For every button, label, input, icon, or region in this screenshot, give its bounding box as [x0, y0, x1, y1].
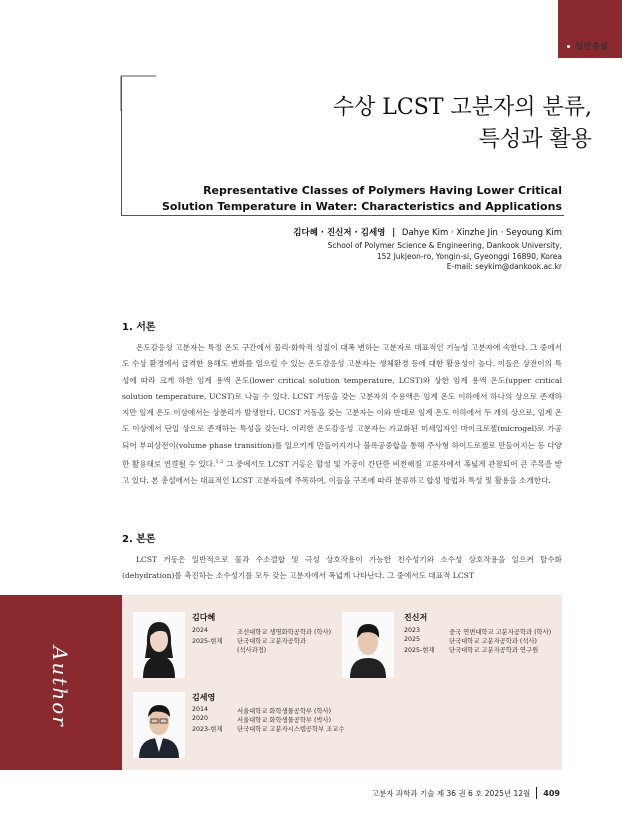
- title-english: [162, 183, 562, 215]
- bio-desc: 단국대학교 고분자공학과: [237, 638, 306, 645]
- bio-year: 2024: [192, 627, 209, 634]
- intro-text-tail: 그 중에서도 LCST 거동은 합성 및 가공이 간단한 비전해질 고분자에서 폭넓게 관찰되어 큰 주목을 받고 있다. 본 총설에서는 대표적인 LCST 고분자들에 주목하여, 이들을 구조에 따라 분류하고 합성 방법과 특성 및 활용을 소개한다.: [122, 459, 562, 485]
- bio-name: 김세영: [192, 693, 216, 702]
- footer-divider: [536, 787, 537, 799]
- author-panel-label: Author: [48, 646, 72, 728]
- bio-year: 2025-현재: [192, 638, 223, 645]
- bio-desc: 서울대학교 화학생물공학부 (박사): [237, 717, 332, 724]
- bio-row: [192, 724, 344, 733]
- author-photo-kim-seyoung: [133, 692, 185, 758]
- intro-paragraph: [122, 340, 562, 489]
- title-korean-line1: 수상 LCST 고분자의 분류,: [332, 95, 592, 120]
- bio-year: 2025-현재: [404, 647, 435, 654]
- bio-desc: 중국 연변대학교 고분자공학과 (학사): [449, 629, 552, 636]
- affiliation-line2: 152 Jukjeon-ro, Yongin-si, Gyeonggi 16890, Korea: [376, 251, 562, 261]
- main-heading: 2. 본론: [122, 534, 156, 545]
- bio-desc: 서울대학교 화학생물공학부 (학사): [237, 708, 332, 715]
- author-photo-kim-dahye: [133, 612, 185, 678]
- bio-desc: 단국대학교 고분자공학과 연구원: [449, 647, 539, 654]
- main-paragraph: LCST 거동은 일반적으로 물과 수소결합 및 극성 상호작용이 가능한 친수성기와 소수성 상호작용을 일으켜 탈수화(dehydration)를 촉진하는 소수성기를 모두 갖는 고분자에서 폭넓게 나타난다. 그 중에서도 대표적 LCST: [122, 555, 562, 581]
- section-label-text: 일반총설: [575, 42, 608, 52]
- bio-row: [404, 627, 551, 636]
- bio-name: 진신저: [404, 613, 428, 622]
- title-english-line2: Solution Temperature in Water: Characteristics and Applications: [162, 200, 562, 213]
- bio-row: [404, 645, 538, 654]
- bio-year: [192, 645, 237, 654]
- bio-row: [192, 636, 306, 645]
- intro-reference: 1,2: [215, 459, 224, 466]
- title-korean-line2: 특성과 활용: [478, 127, 592, 152]
- bio-row: [404, 636, 537, 645]
- bio-row: [192, 715, 331, 724]
- bio-desc: (석사과정): [237, 647, 267, 654]
- bio-row: [192, 645, 266, 654]
- title-korean: [333, 92, 592, 156]
- affiliation-email: E-mail: seykim@dankook.ac.kr: [446, 262, 562, 271]
- bullet-icon: [565, 43, 572, 50]
- author-line: [293, 226, 562, 238]
- intro-heading: 1. 서론: [122, 322, 156, 333]
- bio-row: [192, 706, 331, 715]
- title-frame-corner: [118, 73, 158, 113]
- section-label: [565, 40, 608, 52]
- bio-year: 2023-현재: [192, 726, 223, 733]
- authors-separator: |: [392, 228, 396, 238]
- bio-year: 2014: [192, 706, 209, 713]
- author-photo-jin-xinzhe: [342, 612, 394, 678]
- bio-year: 2025: [404, 636, 421, 643]
- bio-desc: 단국대학교 고분자시스템공학부 조교수: [237, 726, 345, 733]
- bio-desc: 단국대학교 고분자공학과 (석사): [449, 638, 537, 645]
- bio-desc: 조선대학교 생명화학공학과 (학사): [237, 629, 332, 636]
- bio-row: [192, 627, 331, 636]
- page-number: 409: [543, 788, 560, 798]
- bio-year: 2020: [192, 715, 209, 722]
- title-english-line1: Representative Classes of Polymers Having Lower Critical: [203, 184, 562, 197]
- page-footer: [372, 787, 560, 799]
- affiliation: [328, 241, 562, 273]
- intro-text: 온도감응성 고분자는 특정 온도 구간에서 물리·화학적 성질이 대폭 변하는 고분자로 대표적인 기능성 고분자에 속한다. 그 중에서도 수상 환경에서 급격한 용해도 변화를 일으킬 수 있는 온도감응성 고분자는 생체환경 등에 대한 활용성이 높다. 이들은 상전이의 특성에 따라 크게 하한 임계 용액 온도(lower critical solution temperature, LCST)와 상한 임계 용액 온도(upper critical solution temperature, UCST)로 나눌 수 있다. LCST 거동을 갖는 고분자의 수용액은 임계 온도 이하에서 하나의 상으로 존재하지만 임계 온도 이상에서는 상분리가 발생한다. UCST 거동을 갖는 고분자는 이와 반대로 임계 온도 이하에서 두 개의 상으로, 임계 온도 이상에서 단일 상으로 존재하는 특성을 갖는다. 이러한 온도감응성 고분자는 가교화된 미세입자인 마이크로젤(microgel)로 가공되어 부피상전이(volume phase transition)를 일으키게 만들어지거나 블록공중합을 통해 주사형 하이드로젤로 만들어지는 등 다양한 활용태로 연결될 수 있다.: [122, 343, 562, 469]
- affiliation-line1: School of Polymer Science & Engineering, Dankook University,: [327, 241, 562, 250]
- bio-year: 2023: [404, 627, 421, 634]
- bio-name: 김다혜: [192, 613, 216, 622]
- journal-citation: 고분자 과학과 기술 제 36 권 6 호 2025년 12월: [371, 788, 531, 798]
- authors-english: Dahye Kim · Xinzhe Jin · Seyoung Kim: [401, 228, 562, 238]
- authors-korean: 김다혜 · 진신저 · 김세영: [293, 228, 386, 238]
